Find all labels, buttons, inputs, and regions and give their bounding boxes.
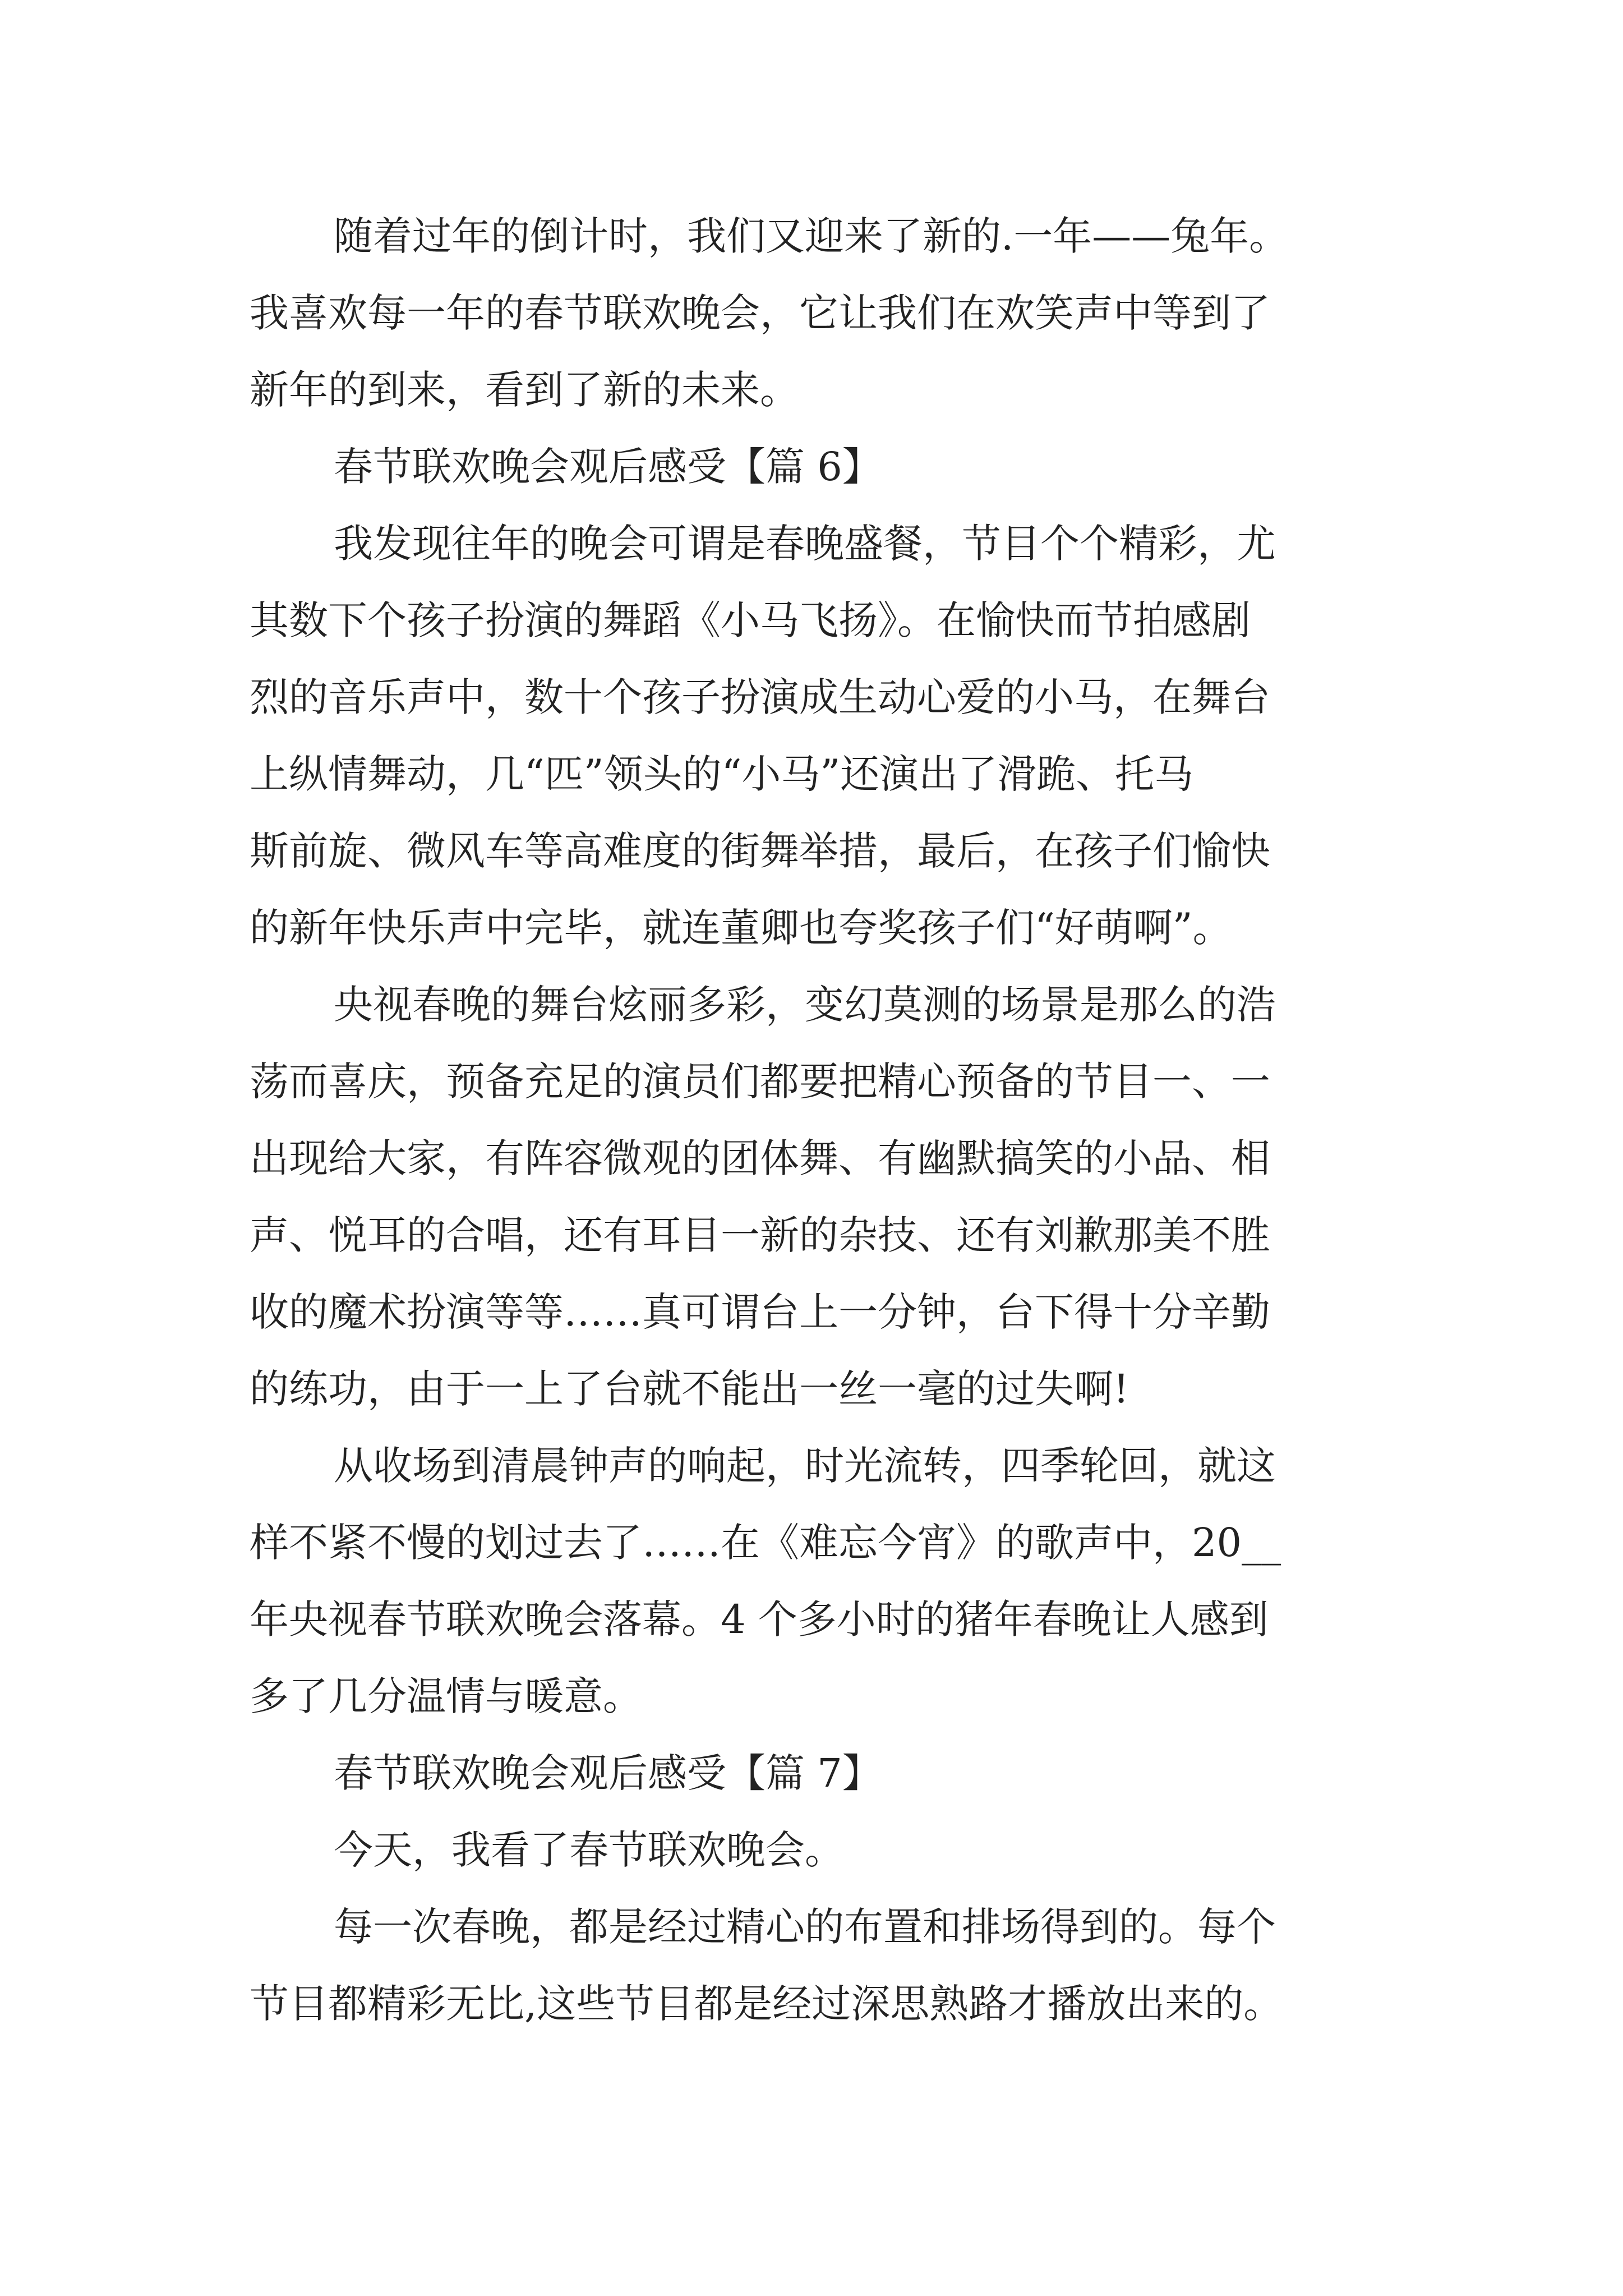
- paragraph-line: 上纵情舞动，几“匹”领头的“小马”还演出了滑跪、托马: [250, 751, 1194, 797]
- paragraph-line: 的新年快乐声中完毕，就连董卿也夸奖孩子们“好萌啊”。: [250, 905, 1232, 951]
- paragraph-line: 烈的音乐声中，数十个孩子扮演成生动心爱的小马，在舞台: [250, 674, 1270, 720]
- paragraph-line: 多了几分温情与暖意。: [250, 1673, 642, 1719]
- paragraph-line: 斯前旋、微风车等高难度的街舞举措，最后，在孩子们愉快: [250, 828, 1270, 874]
- paragraph-line: 出现给大家，有阵容微观的团体舞、有幽默搞笑的小品、相: [250, 1135, 1270, 1181]
- paragraph-line: 从收场到清晨钟声的响起，时光流转，四季轮回，就这: [334, 1443, 1276, 1489]
- paragraph-line: 其数下个孩子扮演的舞蹈《小马飞扬》。在愉快而节拍感剧: [250, 597, 1251, 643]
- paragraph-line: 节目都精彩无比,这些节目都是经过深思熟路才播放出来的。: [250, 1981, 1283, 2027]
- paragraph-line: 我喜欢每一年的春节联欢晚会，它让我们在欢笑声中等到了: [250, 290, 1270, 336]
- paragraph-line: 样不紧不慢的划过去了……在《难忘今宵》的歌声中，20__: [250, 1520, 1281, 1566]
- paragraph-line: 每一次春晚，都是经过精心的布置和排场得到的。每个: [334, 1904, 1276, 1950]
- paragraph-line: 今天，我看了春节联欢晚会。: [334, 1827, 844, 1873]
- paragraph-line: 央视春晚的舞台炫丽多彩，变幻莫测的场景是那么的浩: [334, 982, 1276, 1028]
- paragraph-line: 的练功，由于一上了台就不能出一丝一毫的过失啊!: [250, 1366, 1129, 1412]
- paragraph-line: 新年的到来，看到了新的未来。: [250, 367, 799, 413]
- paragraph-line: 声、悦耳的合唱，还有耳目一新的杂技、还有刘歉那美不胜: [250, 1212, 1270, 1258]
- section-heading: 春节联欢晚会观后感受【篇 6】: [334, 444, 882, 490]
- paragraph-line: 随着过年的倒计时，我们又迎来了新的.一年——兔年。: [334, 213, 1289, 259]
- paragraph-line: 我发现往年的晚会可谓是春晚盛餐，节目个个精彩，尤: [334, 521, 1276, 567]
- paragraph-line: 收的魔术扮演等等……真可谓台上一分钟，台下得十分辛勤: [250, 1289, 1270, 1335]
- paragraph-line: 年央视春节联欢晚会落幕。4 个多小时的猪年春晚让人感到: [250, 1596, 1269, 1642]
- section-heading: 春节联欢晚会观后感受【篇 7】: [334, 1750, 882, 1796]
- paragraph-line: 荡而喜庆，预备充足的演员们都要把精心预备的节目一、一: [250, 1059, 1270, 1105]
